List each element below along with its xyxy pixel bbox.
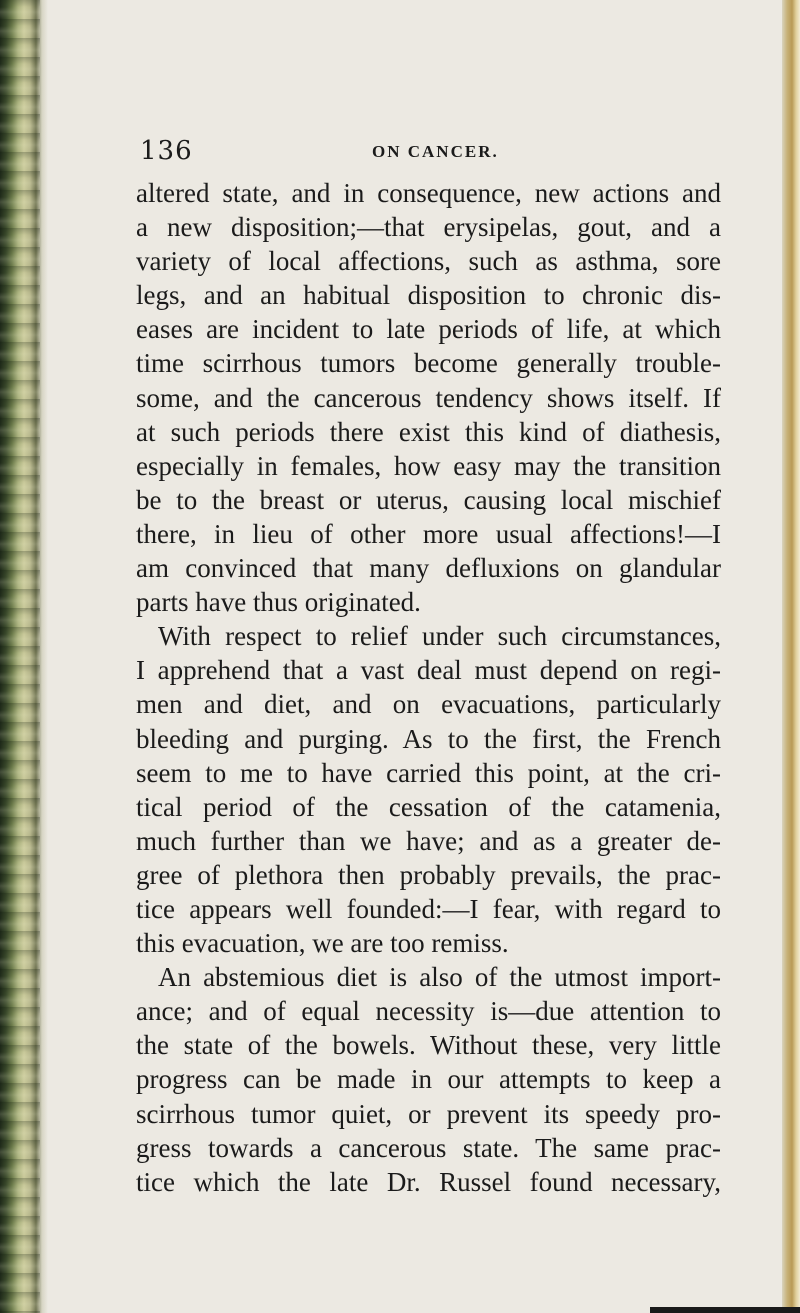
text-line: tice which the late Dr. Russel found necessary,: [136, 1166, 721, 1197]
paragraph-start-line: An abstemious diet is also of the utmost import-: [158, 962, 721, 993]
text-line: at such periods there exist this kind of diathesis,: [136, 416, 721, 447]
text-line: gress towards a cancerous state. The same prac-: [136, 1132, 721, 1163]
text-line: variety of local affections, such as asthma, sore: [136, 246, 721, 277]
running-head: ON CANCER.: [372, 142, 499, 161]
text-line: am convinced that many defluxions on glandular: [136, 553, 721, 584]
text-line: time scirrhous tumors become generally trouble-: [136, 348, 721, 379]
body-text: [136, 176, 736, 1199]
text-line: altered state, and in consequence, new actions and: [136, 178, 721, 208]
text-line: the state of the bowels. Without these, very little: [136, 1030, 721, 1061]
page-header: [136, 136, 736, 176]
text-line: legs, and an habitual disposition to chronic dis-: [136, 280, 721, 311]
text-line: this evacuation, we are too remiss.: [136, 928, 509, 959]
page-corner-shadow: [650, 1307, 800, 1313]
text-line: I apprehend that a vast deal must depend on regi-: [136, 655, 721, 686]
text-line: eases are incident to late periods of life, at which: [136, 314, 721, 345]
text-line: seem to me to have carried this point, at the cri-: [136, 757, 721, 788]
text-line: especially in females, how easy may the transition: [136, 450, 721, 481]
text-line: some, and the cancerous tendency shows itself. If: [136, 382, 721, 413]
text-line: much further than we have; and as a greater de-: [136, 825, 721, 856]
text-line: tical period of the cessation of the catamenia,: [136, 791, 721, 822]
page-edge: [782, 0, 800, 1313]
text-line: a new disposition;—that erysipelas, gout, and a: [136, 212, 721, 243]
text-line: be to the breast or uterus, causing local mischief: [136, 484, 721, 515]
text-line: gree of plethora then probably prevails, the prac-: [136, 859, 721, 890]
text-line: bleeding and purging. As to the first, the French: [136, 723, 721, 754]
book-page: [136, 136, 736, 1199]
text-line: scirrhous tumor quiet, or prevent its speedy pro-: [136, 1098, 721, 1129]
book-spine-texture: [0, 0, 40, 1313]
text-line: tice appears well founded:—I fear, with regard to: [136, 893, 721, 924]
text-line: men and diet, and on evacuations, particularly: [136, 689, 721, 720]
text-line: parts have thus originated.: [136, 587, 421, 618]
text-line: ance; and of equal necessity is—due attention to: [136, 996, 721, 1027]
text-line: progress can be made in our attempts to keep a: [136, 1064, 721, 1095]
paragraph-start-line: With respect to relief under such circumstances,: [158, 621, 721, 652]
page-number: 136: [140, 136, 193, 166]
text-line: there, in lieu of other more usual affections!—I: [136, 518, 721, 549]
